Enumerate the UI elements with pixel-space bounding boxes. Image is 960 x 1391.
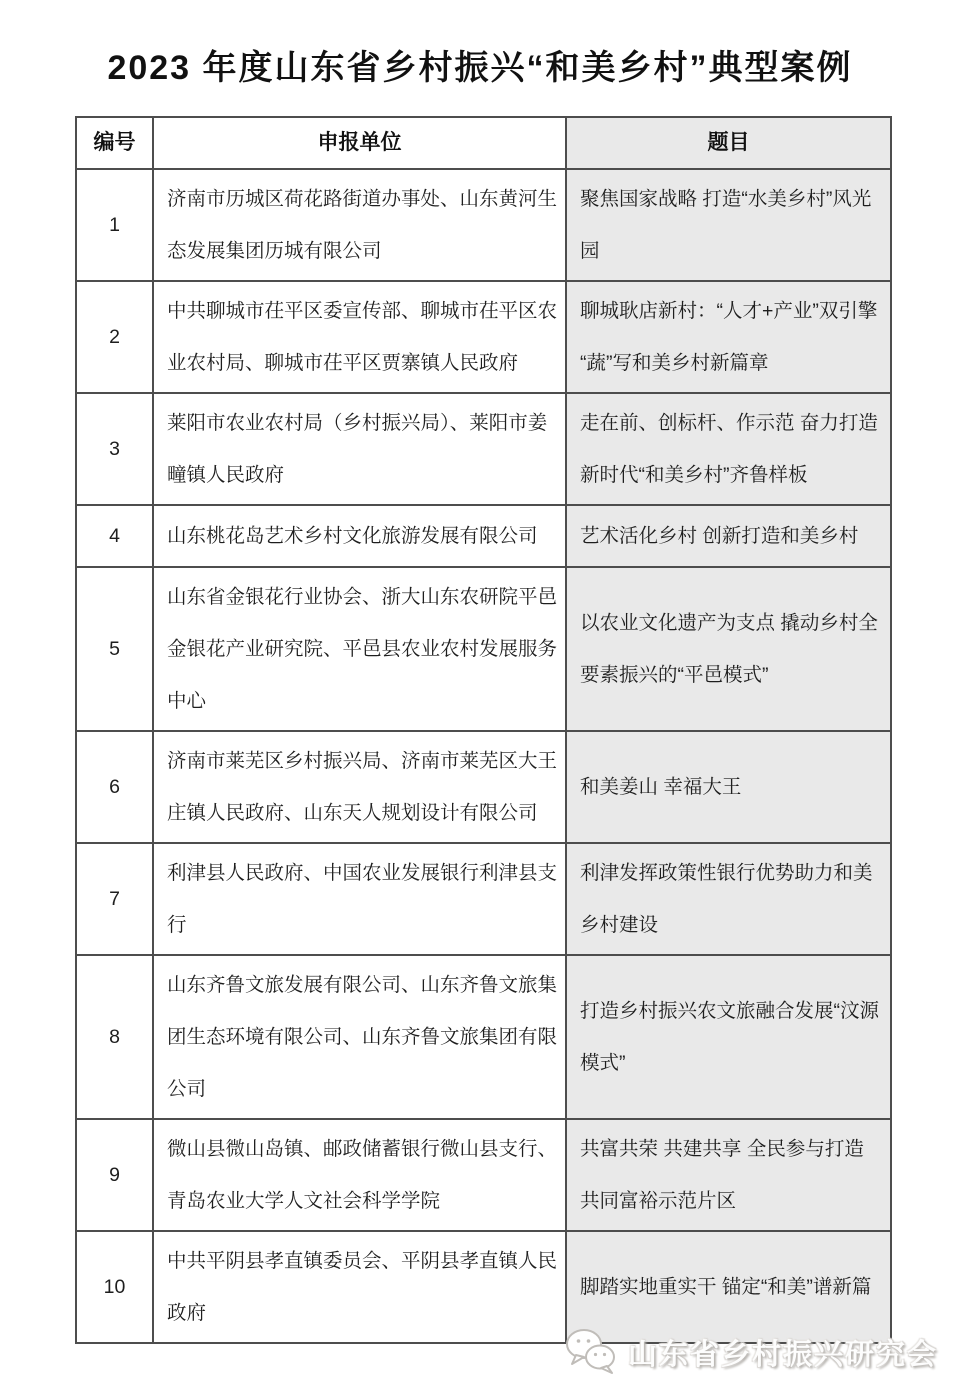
header-topic: 题目	[566, 117, 891, 169]
table-row	[76, 1119, 891, 1231]
case-unit: 山东桃花岛艺术乡村文化旅游发展有限公司	[153, 505, 566, 567]
case-topic: 走在前、创标杆、作示范 奋力打造新时代“和美乡村”齐鲁样板	[566, 393, 891, 505]
page-title: 2023 年度山东省乡村振兴“和美乡村”典型案例	[107, 49, 853, 87]
case-number: 3	[76, 393, 153, 505]
case-topic: 共富共荣 共建共享 全民参与打造共同富裕示范片区	[566, 1119, 891, 1231]
table-body	[76, 169, 891, 1343]
wechat-icon	[562, 1326, 620, 1378]
table-header-row	[76, 117, 891, 169]
case-unit: 中共平阴县孝直镇委员会、平阴县孝直镇人民政府	[153, 1231, 566, 1343]
case-number: 7	[76, 843, 153, 955]
case-unit: 中共聊城市茌平区委宣传部、聊城市茌平区农业农村局、聊城市茌平区贾寨镇人民政府	[153, 281, 566, 393]
table-row	[76, 731, 891, 843]
case-number: 6	[76, 731, 153, 843]
header-number: 编号	[76, 117, 153, 169]
case-number: 4	[76, 505, 153, 567]
case-unit: 济南市莱芜区乡村振兴局、济南市莱芜区大王庄镇人民政府、山东天人规划设计有限公司	[153, 731, 566, 843]
case-unit: 济南市历城区荷花路街道办事处、山东黄河生态发展集团历城有限公司	[153, 169, 566, 281]
table-row	[76, 505, 891, 567]
case-unit: 山东省金银花行业协会、浙大山东农研院平邑金银花产业研究院、平邑县农业农村发展服务中心	[153, 567, 566, 731]
case-topic: 以农业文化遗产为支点 撬动乡村全要素振兴的“平邑模式”	[566, 567, 891, 731]
table-row	[76, 955, 891, 1119]
watermark-text: 山东省乡村振兴研究会	[627, 1338, 938, 1371]
watermark	[562, 1326, 938, 1378]
case-number: 8	[76, 955, 153, 1119]
table-row	[76, 169, 891, 281]
case-topic: 脚踏实地重实干 锚定“和美”谱新篇	[566, 1231, 891, 1343]
case-topic: 聚焦国家战略 打造“水美乡村”风光园	[566, 169, 891, 281]
header-unit: 申报单位	[153, 117, 566, 169]
case-topic: 艺术活化乡村 创新打造和美乡村	[566, 505, 891, 567]
case-unit: 莱阳市农业农村局（乡村振兴局）、莱阳市姜疃镇人民政府	[153, 393, 566, 505]
case-number: 5	[76, 567, 153, 731]
case-number: 1	[76, 169, 153, 281]
case-topic: 打造乡村振兴农文旅融合发展“汶源模式”	[566, 955, 891, 1119]
case-unit: 利津县人民政府、中国农业发展银行利津县支行	[153, 843, 566, 955]
case-topic: 利津发挥政策性银行优势助力和美乡村建设	[566, 843, 891, 955]
table-row	[76, 393, 891, 505]
case-unit: 山东齐鲁文旅发展有限公司、山东齐鲁文旅集团生态环境有限公司、山东齐鲁文旅集团有限公司	[153, 955, 566, 1119]
table-row	[76, 567, 891, 731]
case-number: 9	[76, 1119, 153, 1231]
cases-table	[75, 116, 892, 1344]
case-unit: 微山县微山岛镇、邮政储蓄银行微山县支行、青岛农业大学人文社会科学学院	[153, 1119, 566, 1231]
case-number: 10	[76, 1231, 153, 1343]
case-number: 2	[76, 281, 153, 393]
case-topic: 和美姜山 幸福大王	[566, 731, 891, 843]
table-row	[76, 843, 891, 955]
table-row	[76, 281, 891, 393]
case-topic: 聊城耿店新村：“人才+产业”双引擎 “蔬”写和美乡村新篇章	[566, 281, 891, 393]
